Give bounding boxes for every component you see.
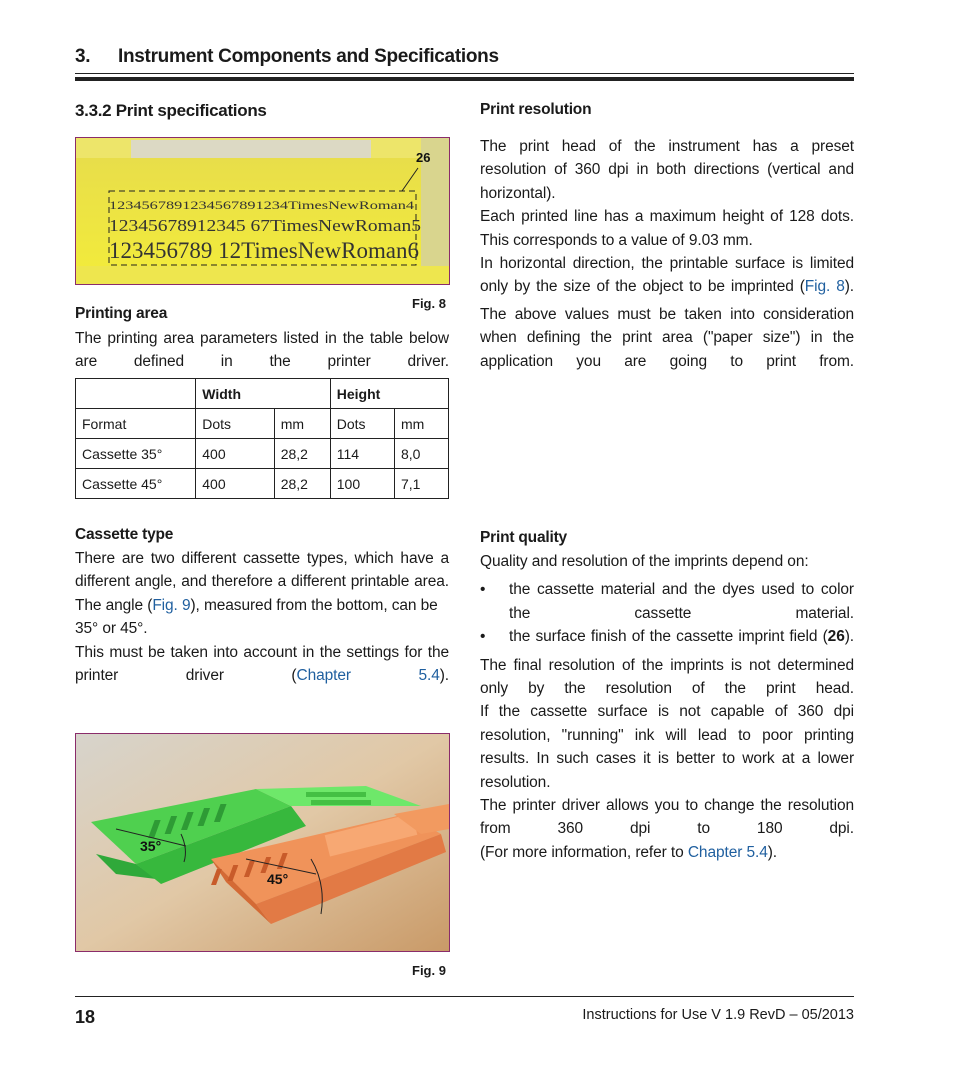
print-quality-p2: If the cassette surface is not capable of 360 dpi resolution, "running" ink will lead to poor printing results. In such cases it is better to work at a lower resolution. bbox=[480, 703, 854, 791]
print-resolution-p2: Each printed line has a maximum height of 128 dots. bbox=[480, 208, 854, 226]
print-sample-line-3: 123456789 12TimesNewRoman6 bbox=[109, 238, 419, 263]
table-cell: mm bbox=[394, 409, 448, 439]
text-run: ). bbox=[767, 843, 778, 861]
print-resolution-p5: The above values must be taken into consideration when defining the print area ("paper size") in the application you are going to print from. bbox=[480, 305, 854, 370]
table-cell: 400 bbox=[196, 439, 274, 469]
print-quality-p1: The final resolution of the imprints is not determined only by the resolution of the print head. bbox=[480, 656, 854, 698]
text-run: the surface finish of the cassette imprint field ( bbox=[509, 628, 828, 646]
table-header-height: Height bbox=[330, 379, 448, 409]
cassette-print-photo bbox=[76, 138, 449, 284]
print-area-table bbox=[75, 378, 449, 499]
bullet-icon: • bbox=[480, 581, 486, 599]
table-cell: 114 bbox=[330, 439, 394, 469]
table-row bbox=[76, 469, 449, 499]
fig8-caption: Fig. 8 bbox=[412, 296, 446, 311]
table-cell: 8,0 bbox=[394, 439, 448, 469]
text-run: the cassette material and the dyes used to color the cassette material. bbox=[509, 581, 854, 622]
list-item bbox=[480, 625, 854, 648]
table-cell: 28,2 bbox=[274, 439, 330, 469]
print-quality-heading: Print quality bbox=[480, 529, 567, 546]
angle-45-label: 45° bbox=[267, 871, 289, 887]
table-cell: 7,1 bbox=[394, 469, 448, 499]
print-resolution-p3: This corresponds to a value of 9.03 mm. bbox=[480, 231, 753, 249]
table-cell: mm bbox=[274, 409, 330, 439]
text-run: ). bbox=[844, 278, 854, 296]
table-cell: Dots bbox=[196, 409, 274, 439]
table-cell bbox=[76, 379, 196, 409]
chapter-5-4-link[interactable]: Chapter 5.4 bbox=[296, 667, 440, 685]
table-header-row bbox=[76, 379, 449, 409]
cassette-type-text bbox=[75, 547, 449, 687]
print-sample-line-2: 12345678912345 67TimesNewRoman5 bbox=[109, 216, 421, 235]
text-run: ). bbox=[844, 628, 854, 646]
angle-35-label: 35° bbox=[140, 838, 162, 854]
print-resolution-p1: The print head of the instrument has a preset resolution of 360 dpi in both directions (vertical and horizontal). bbox=[480, 138, 854, 202]
footer-doc-info: Instructions for Use V 1.9 RevD – 05/2013 bbox=[582, 1007, 854, 1023]
chapter-title bbox=[75, 46, 499, 68]
table-subheader-row bbox=[76, 409, 449, 439]
table-cell: 28,2 bbox=[274, 469, 330, 499]
table-cell: Dots bbox=[330, 409, 394, 439]
text-run: In horizontal direction, the printable surface is limited only by the size of the object to be imprinted ( bbox=[480, 255, 854, 296]
print-resolution-text bbox=[480, 135, 854, 373]
fig9-link[interactable]: Fig. 9 bbox=[152, 596, 191, 614]
page-number: 18 bbox=[75, 1007, 96, 1027]
print-quality-text bbox=[480, 550, 854, 864]
footer-rule bbox=[75, 996, 854, 997]
bullet-icon: • bbox=[480, 628, 486, 646]
list-item bbox=[480, 578, 854, 625]
fig9-caption: Fig. 9 bbox=[412, 963, 446, 978]
table-cell: Cassette 45° bbox=[76, 469, 196, 499]
cassette-type-p2 bbox=[75, 594, 449, 641]
callout-ref: 26 bbox=[827, 628, 845, 646]
printing-area-text: The printing area parameters listed in the table below are defined in the printer driver. bbox=[75, 330, 449, 371]
print-quality-p3: The printer driver allows you to change the resolution from 360 dpi to 180 dpi. bbox=[480, 797, 854, 838]
header-rule-thick bbox=[75, 77, 854, 81]
chapter-title-text: Instrument Components and Specifications bbox=[118, 46, 499, 67]
section-title: 3.3.2 Print specifications bbox=[75, 101, 267, 120]
table-header-width: Width bbox=[196, 379, 331, 409]
table-row bbox=[76, 439, 449, 469]
print-quality-list bbox=[480, 578, 854, 648]
text-run: (For more information, refer to bbox=[480, 843, 688, 861]
print-sample-line-1: 1234567891234567891234TimesNewRoman4 bbox=[109, 200, 415, 212]
header-rule-thin bbox=[75, 73, 854, 74]
fig8-callout: 26 bbox=[416, 150, 431, 165]
table-cell: 100 bbox=[330, 469, 394, 499]
fig8-image bbox=[75, 137, 450, 285]
print-quality-p4 bbox=[480, 841, 854, 864]
chapter-5-4-link[interactable]: Chapter 5.4 bbox=[687, 843, 768, 861]
text-run: The angle ( bbox=[75, 596, 153, 614]
fig9-image bbox=[75, 733, 450, 952]
cassettes-photo bbox=[76, 734, 449, 951]
print-resolution-p4 bbox=[480, 252, 854, 299]
cassette-type-p3 bbox=[75, 641, 449, 688]
cassette-type-p1: There are two different cassette types, which have a different angle, and therefore a different printable area. bbox=[75, 550, 449, 591]
fig8-link[interactable]: Fig. 8 bbox=[804, 278, 845, 296]
print-resolution-heading: Print resolution bbox=[480, 101, 592, 118]
text-run: This must be taken into account in the settings for the printer driver ( bbox=[75, 643, 449, 685]
cassette-type-heading: Cassette type bbox=[75, 526, 174, 543]
chapter-number: 3. bbox=[75, 46, 91, 67]
text-run: ), measured from the bottom, can be 35° or 45°. bbox=[75, 596, 438, 638]
printing-area-heading: Printing area bbox=[75, 305, 168, 322]
print-quality-intro: Quality and resolution of the imprints depend on: bbox=[480, 553, 809, 570]
table-cell: Format bbox=[76, 409, 196, 439]
table-cell: 400 bbox=[196, 469, 274, 499]
table-cell: Cassette 35° bbox=[76, 439, 196, 469]
text-run: ). bbox=[439, 667, 449, 685]
